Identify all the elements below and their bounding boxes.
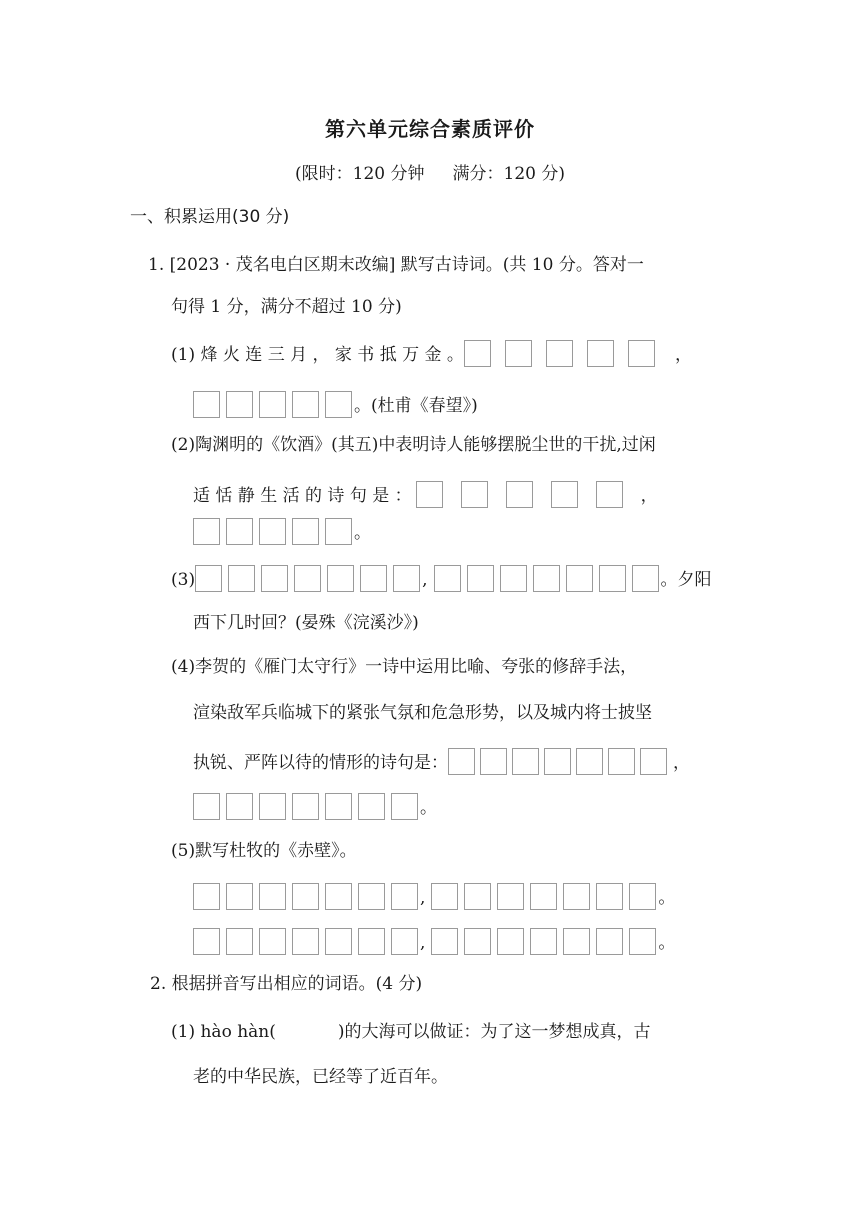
punct: 。 xyxy=(658,888,676,908)
q1-part2-line3 xyxy=(193,518,371,546)
q1-part5-line2 xyxy=(193,883,675,911)
q1-part3-line1 xyxy=(171,565,712,593)
q1-part5-line1: (5)默写杜牧的《赤壁》。 xyxy=(171,841,357,861)
q1-part1-line1 xyxy=(171,340,692,368)
answer-boxes[interactable] xyxy=(448,753,669,773)
q1-part2-line2 xyxy=(193,481,658,509)
punct: , xyxy=(422,570,428,590)
punct: 。 xyxy=(354,523,371,543)
answer-boxes[interactable] xyxy=(425,888,658,908)
full-score: 满分：120 分) xyxy=(452,164,565,184)
answer-boxes[interactable] xyxy=(428,570,661,590)
page-title: 第六单元综合素质评价 xyxy=(325,117,535,141)
q2-part1-line2: 老的中华民族，已经等了近百年。 xyxy=(193,1067,448,1087)
page-subtitle xyxy=(0,159,860,184)
answer-boxes[interactable] xyxy=(193,888,420,908)
section-heading: 一、积累运用(30 分) xyxy=(130,207,290,227)
q2-part1-pinyin: (1) hào hàn( xyxy=(171,1022,276,1042)
q1-part2-prompt: 适 恬 静 生 活 的 诗 句 是 ： xyxy=(193,486,412,506)
answer-boxes[interactable] xyxy=(193,396,354,416)
punct: ， xyxy=(673,753,690,773)
q2-part1-text: )的大海可以做证：为了这一梦想成真，古 xyxy=(337,1022,651,1042)
answer-boxes[interactable] xyxy=(193,798,420,818)
q1-part3-number: (3) xyxy=(171,570,196,590)
answer-boxes[interactable] xyxy=(193,933,420,953)
q1-part4-line3 xyxy=(193,748,690,776)
q1-stem-line1: 1. [2023 · 茂名电白区期末改编] 默写古诗词。(共 10 分。答对一 xyxy=(148,255,644,275)
answer-boxes[interactable] xyxy=(412,486,629,506)
q2-stem: 2. 根据拼音写出相应的词语。(4 分) xyxy=(150,974,423,994)
punct: , xyxy=(420,888,426,908)
q1-part1-prompt: (1) 烽 火 连 三 月 ， 家 书 抵 万 金 。 xyxy=(171,345,464,365)
q1-stem-line2: 句得 1 分，满分不超过 10 分) xyxy=(171,297,402,317)
time-limit: (限时：120 分钟 xyxy=(295,164,425,184)
punct: 。 xyxy=(420,798,437,818)
answer-boxes[interactable] xyxy=(193,523,354,543)
q1-part3-line2: 西下几时回？(晏殊《浣溪沙》) xyxy=(193,613,419,633)
q1-part3-tail: 。夕阳 xyxy=(660,570,712,590)
q1-part4-prompt: 执锐、严阵以待的情形的诗句是： xyxy=(193,753,448,773)
q1-part2-line1: (2)陶渊明的《饮酒》(其五)中表明诗人能够摆脱尘世的干扰,过闲 xyxy=(171,435,656,455)
answer-boxes[interactable] xyxy=(464,345,661,365)
q1-part4-line1: (4)李贺的《雁门太守行》一诗中运用比喻、夸张的修辞手法， xyxy=(171,657,638,677)
q1-part5-line3 xyxy=(193,928,675,956)
q1-part4-line2: 渲染敌军兵临城下的紧张气氛和危急形势，以及城内将士披坚 xyxy=(193,703,652,723)
q1-part4-line4 xyxy=(193,793,437,821)
punct: ， xyxy=(640,486,658,506)
q1-part1-source: 。(杜甫《春望》) xyxy=(354,396,478,416)
q2-part1-line1 xyxy=(171,1019,651,1045)
answer-boxes[interactable] xyxy=(195,570,422,590)
punct: ， xyxy=(674,345,692,365)
q1-part1-line2 xyxy=(193,391,478,419)
punct: 。 xyxy=(658,933,676,953)
answer-boxes[interactable] xyxy=(425,933,658,953)
punct: , xyxy=(420,933,426,953)
